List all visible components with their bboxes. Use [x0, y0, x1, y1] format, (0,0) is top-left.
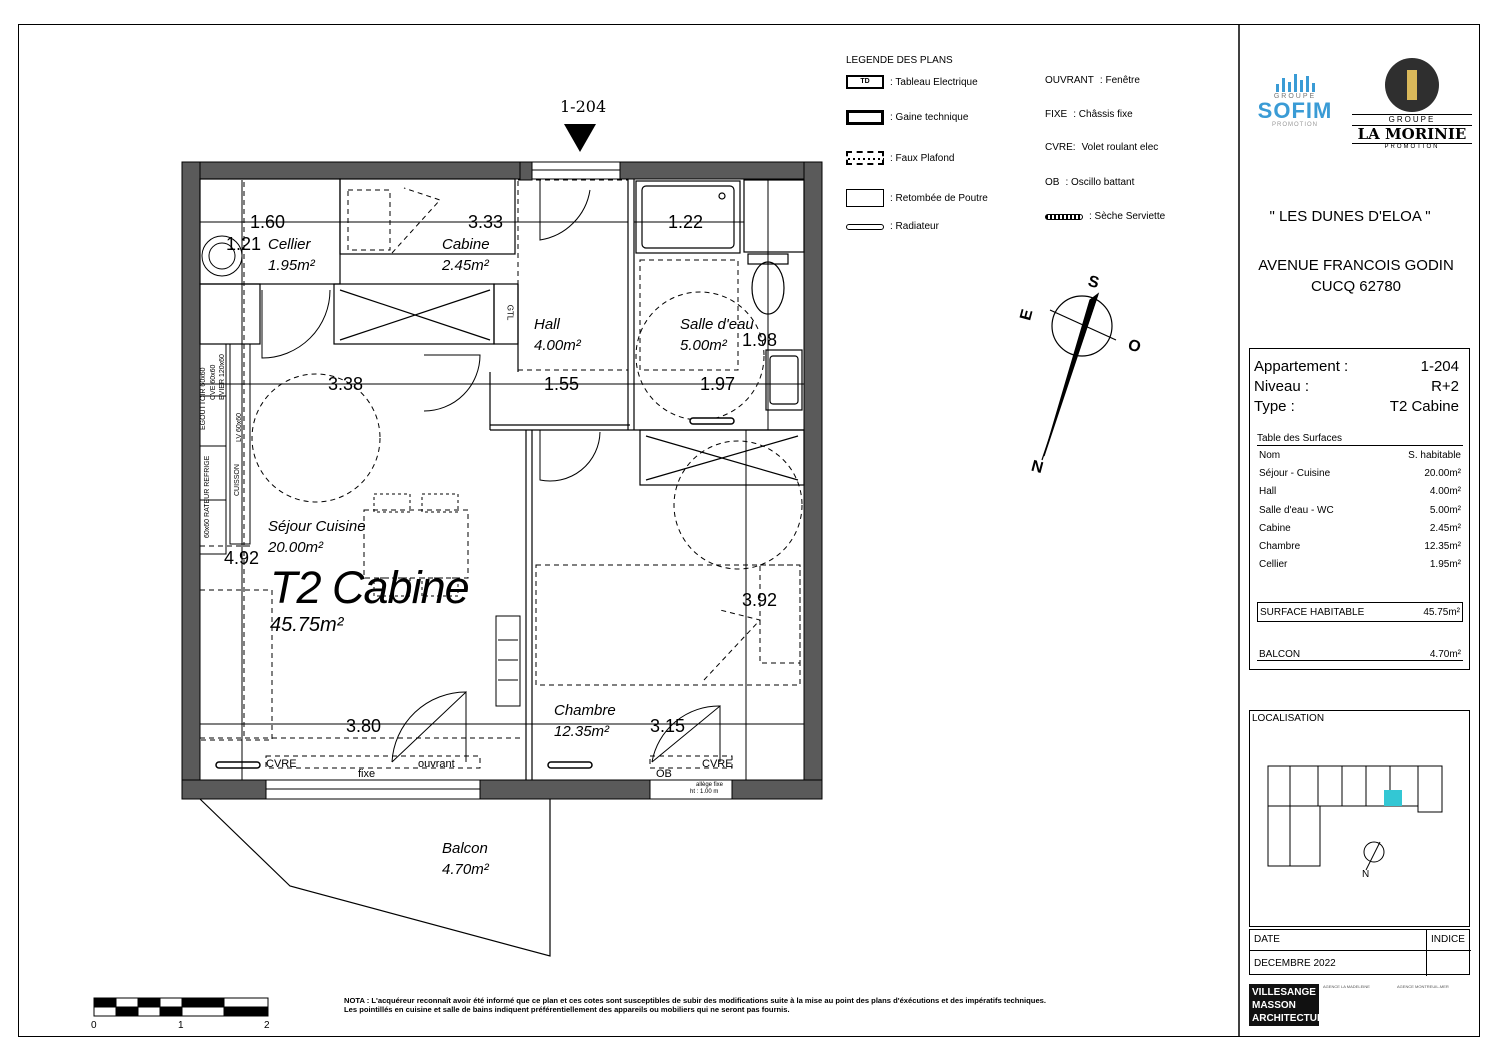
date-box [1249, 929, 1470, 975]
dim-label: 4.92 [224, 548, 260, 568]
dim-label: 3.15 [650, 716, 686, 736]
info-row-apartment [1254, 357, 1459, 377]
legend-abbrev [1045, 142, 1158, 153]
room-hall-name: Hall [534, 316, 560, 333]
legend-abbrev-label: Volet roulant elec [1081, 142, 1159, 153]
info-value: 1-204 [1420, 358, 1459, 375]
table-row [1257, 537, 1463, 555]
architect-agency: AGENCE LA MADELEINE [1323, 984, 1370, 989]
surfaces-header-name: Nom [1259, 449, 1281, 461]
legend-item [846, 189, 988, 207]
window-label-cvre: CVRE [266, 758, 297, 770]
legend-item [846, 221, 939, 232]
note-line: Les pointillés en cuisine et salle de bains indiquent préférentiellement des appareils ou mobiliers qui ne seront pas fournis. [344, 1005, 790, 1014]
note-line: NOTA : L'acquéreur reconnaît avoir été informé que ce plan et ces cotes sont susceptibles de subir des modifications suite à la mise au point des plans d'éxécutions et des impératifs techniques. [344, 996, 1047, 1005]
legend-item [846, 151, 954, 165]
info-label: Appartement : [1254, 358, 1349, 375]
kitchen-tag: CUISSON [234, 464, 241, 496]
morinie-name: LA MORINIE [1357, 125, 1467, 143]
room-cellier-area: 1.95m² [268, 257, 315, 274]
room-salle-eau-area: 5.00m² [680, 337, 727, 354]
architect-logo-line: ARCHITECTURE [1252, 1013, 1331, 1024]
surface-name: Cellier [1259, 559, 1288, 571]
legend-abbrev-label: : Sèche Serviette [1089, 211, 1166, 222]
surface-value: 4.00m² [1429, 486, 1461, 498]
scale-label: 0 [91, 1020, 97, 1031]
surfaces-header-value: S. habitable [1408, 449, 1461, 461]
room-hall-area: 4.00m² [534, 337, 581, 354]
info-row-level [1254, 377, 1459, 397]
morinie-groupe: GROUPE [1352, 114, 1472, 126]
surface-name: Chambre [1259, 541, 1301, 553]
architect-block [1249, 984, 1470, 1028]
legend-label: : Gaine technique [890, 112, 969, 123]
address-line: CUCQ 62780 [1310, 278, 1402, 295]
table-row [1257, 501, 1463, 519]
room-chambre-name: Chambre [554, 702, 616, 719]
surfaces-title: Table des Surfaces [1257, 433, 1463, 446]
sofim-bars-icon [1250, 72, 1340, 92]
towel-dryer-icon [1045, 214, 1083, 220]
room-chambre-area: 12.35m² [554, 723, 610, 740]
balcon-label: BALCON [1259, 649, 1301, 660]
kitchen-tag: 60x60 RATEUR REFRIGE [204, 455, 211, 538]
window-label-ob: OB [656, 768, 672, 780]
total-label: SURFACE HABITABLE [1260, 606, 1365, 618]
table-row [1257, 464, 1463, 482]
legend-abbrev-label: : Fenêtre [1099, 75, 1140, 86]
section-mark: 1-204 [560, 97, 607, 116]
room-cabine-area: 2.45m² [442, 257, 489, 274]
room-sejour-name: Séjour Cuisine [268, 518, 366, 535]
total-value: 45.75m² [1423, 606, 1460, 618]
dim-label: 3.38 [328, 374, 364, 394]
surfaces-table [1257, 433, 1463, 574]
project-name: " LES DUNES D'ELOA " [1269, 208, 1431, 225]
window-label-ouvrant: ouvrant [418, 758, 455, 770]
surface-name: Hall [1259, 486, 1277, 498]
compass-o-label: O [1126, 336, 1143, 357]
legend-abbrev-key: CVRE: [1045, 142, 1076, 153]
address-line: AVENUE FRANCOIS GODIN [1258, 257, 1454, 274]
sofim-groupe: GROUPE [1273, 93, 1317, 100]
room-cellier-name: Cellier [268, 236, 311, 253]
compass-n-label: N [1029, 455, 1046, 476]
la-morinie-logo [1352, 58, 1472, 154]
apartment-total-area: 45.75m² [270, 614, 344, 636]
compass-s-label: S [1086, 272, 1101, 293]
sofim-logo [1250, 72, 1340, 142]
apartment-info-box [1249, 348, 1470, 670]
sofim-name: SOFIM [1257, 98, 1333, 123]
dim-label: 1.55 [544, 374, 580, 394]
room-balcon-area: 4.70m² [442, 861, 489, 878]
legend-label: : Retombée de Poutre [890, 192, 988, 204]
dim-label: 1.98 [742, 330, 778, 350]
apartment-type-label: T2 Cabine [270, 562, 469, 613]
radiator-icon [846, 224, 884, 230]
surface-value: 2.45m² [1429, 522, 1461, 534]
indice-label: INDICE [1431, 934, 1465, 945]
dim-label: 1.22 [668, 212, 704, 232]
allege-label: ht : 1.00 m [690, 789, 719, 795]
room-balcon-name: Balcon [442, 840, 488, 857]
legend-abbrev-label: : Oscillo battant [1065, 177, 1135, 188]
architect-logo [1249, 984, 1331, 1026]
table-row [1257, 556, 1463, 574]
scale-label: 2 [264, 1020, 270, 1031]
localisation-title: LOCALISATION [1252, 713, 1325, 724]
surface-value: 12.35m² [1424, 541, 1461, 553]
surfaces-header [1257, 446, 1463, 464]
scale-label: 1 [178, 1020, 184, 1031]
balcon-value: 4.70m² [1429, 649, 1461, 660]
false-ceiling-icon [846, 151, 884, 165]
kitchen-tag: CVE 60x60 [210, 364, 217, 400]
info-value: R+2 [1431, 378, 1459, 395]
legend-label: : Faux Plafond [890, 152, 955, 164]
info-row-type [1254, 397, 1459, 417]
legend-item [846, 110, 968, 125]
project-address [1240, 255, 1472, 297]
dim-label: 3.92 [742, 590, 778, 610]
compass-e-label: E [1017, 307, 1037, 323]
info-label: Niveau : [1254, 378, 1310, 395]
morinie-promo: PROMOTION [1352, 143, 1472, 150]
legend-abbrev-key: OUVRANT [1045, 75, 1094, 86]
doors [262, 180, 720, 762]
room-sejour-area: 20.00m² [268, 539, 324, 556]
surface-name: Séjour - Cuisine [1259, 467, 1331, 479]
architect-logo-line: VILLESANGE [1252, 987, 1316, 998]
architect-logo-line: MASSON [1252, 1000, 1296, 1011]
legend-abbrev [1045, 75, 1140, 86]
dim-label: 3.80 [346, 716, 382, 736]
scale-bar [94, 998, 268, 1016]
info-label: Type : [1254, 398, 1295, 415]
morinie-emblem-icon [1385, 58, 1439, 112]
window-label-fixe: fixe [358, 768, 376, 780]
localisation-north: N [1362, 869, 1370, 880]
localisation-box [1249, 710, 1470, 927]
allege-label: allège fixe [696, 782, 724, 788]
date-label: DATE [1254, 934, 1280, 945]
legend-abbrev [1045, 109, 1133, 120]
sofim-promo: PROMOTION [1272, 122, 1318, 128]
legend-item [846, 75, 978, 89]
legend-abbrev [1045, 177, 1134, 188]
legend-abbrev-key: FIXE [1045, 109, 1068, 120]
info-value: T2 Cabine [1389, 398, 1459, 415]
legend [846, 55, 1206, 245]
disclaimer-note [344, 996, 1204, 1014]
kitchen-tag: LV 60x60 [236, 412, 243, 442]
kitchen-tag: EVIER 120x60 [219, 354, 226, 400]
legend-title: LEGENDE DES PLANS [846, 55, 953, 66]
legend-label: : Radiateur [890, 221, 939, 232]
legend-abbrev-label: : Châssis fixe [1073, 109, 1133, 120]
architect-agency: AGENCE MONTREUIL-MER [1397, 984, 1449, 989]
surface-value: 20.00m² [1424, 467, 1461, 479]
legend-label: : Tableau Electrique [890, 76, 978, 88]
dim-label: 3.33 [468, 212, 504, 232]
dim-label: 1.97 [700, 374, 736, 394]
balcon-surface [1257, 649, 1463, 661]
surface-value: 1.95m² [1429, 559, 1461, 571]
legend-abbrev [1045, 211, 1165, 222]
dim-label: 1.60 [250, 212, 286, 232]
date-value: DECEMBRE 2022 [1254, 958, 1336, 969]
table-row [1257, 483, 1463, 501]
surface-name: Cabine [1259, 522, 1291, 534]
compass-rose [1042, 294, 1116, 460]
technical-duct-icon [846, 110, 884, 125]
beam-drop-icon [846, 189, 884, 207]
table-row [1257, 519, 1463, 537]
room-cabine-name: Cabine [442, 236, 490, 253]
window-label-cvre: CVRE [702, 758, 733, 770]
electric-panel-icon: TD [846, 75, 884, 89]
surface-habitable-total [1257, 602, 1463, 622]
legend-abbrev-key: OB [1045, 177, 1060, 188]
kitchen-tag: EGOUTTOIR 60x60 [200, 367, 207, 430]
gtl-label: GTL [505, 304, 515, 321]
surface-name: Salle d'eau - WC [1259, 504, 1334, 516]
dim-label: 1.21 [226, 234, 262, 254]
room-salle-eau-name: Salle d'eau [680, 316, 754, 333]
surface-value: 5.00m² [1429, 504, 1461, 516]
